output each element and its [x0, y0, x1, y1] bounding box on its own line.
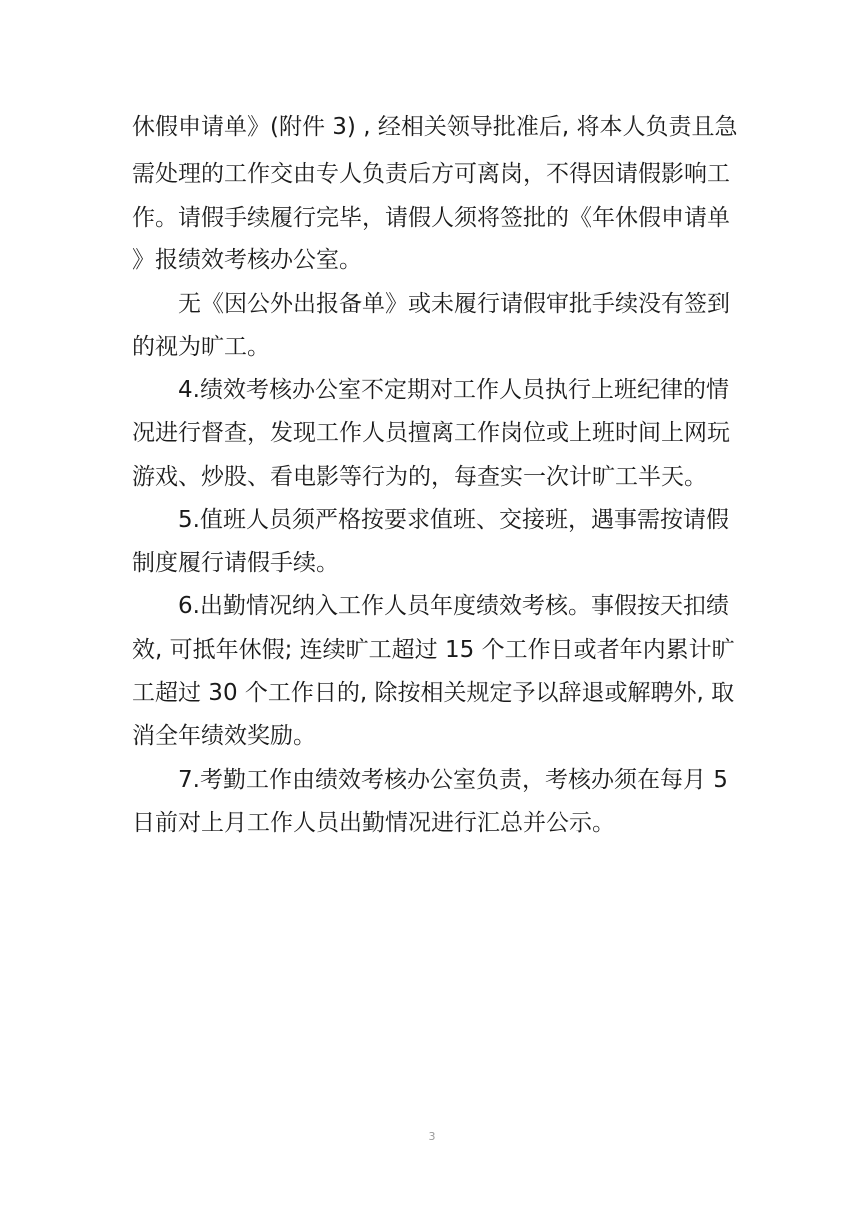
paragraph-line: 无《因公外出报备单》或未履行请假审批手续没有签到 [178, 291, 730, 317]
paragraph-line: 的视为旷工。 [132, 334, 270, 360]
paragraph-line: 作。请假手续履行完毕，请假人须将签批的《年休假申请单 [132, 205, 730, 231]
paragraph-line: 制度履行请假手续。 [132, 550, 339, 576]
page-number: 3 [428, 1130, 436, 1143]
paragraph-line: 消全年绩效奖励。 [132, 723, 316, 749]
paragraph-line: 4.绩效考核办公室不定期对工作人员执行上班纪律的情 [178, 377, 729, 403]
paragraph-line: 况进行督查，发现工作人员擅离工作岗位或上班时间上网玩 [132, 420, 730, 446]
paragraph-line: 7.考勤工作由绩效考核办公室负责，考核办须在每月 5 [178, 767, 728, 793]
paragraph-line: 需处理的工作交由专人负责后方可离岗，不得因请假影响工 [132, 161, 730, 187]
paragraph-line: 日前对上月工作人员出勤情况进行汇总并公示。 [132, 810, 615, 836]
paragraph-line: 工超过 30 个工作日的, 除按相关规定予以辞退或解聘外, 取 [132, 680, 735, 706]
paragraph-line: 5.值班人员须严格按要求值班、交接班，遇事需按请假 [178, 507, 729, 533]
paragraph-line: 效, 可抵年休假; 连续旷工超过 15 个工作日或者年内累计旷 [132, 637, 735, 663]
paragraph-line: 游戏、炒股、看电影等行为的，每查实一次计旷工半天。 [132, 464, 707, 490]
paragraph-line: 6.出勤情况纳入工作人员年度绩效考核。事假按天扣绩 [178, 593, 729, 619]
paragraph-line: 休假申请单》(附件 3) , 经相关领导批准后, 将本人负责且急 [132, 114, 738, 140]
paragraph-line: 》报绩效考核办公室。 [132, 247, 362, 273]
